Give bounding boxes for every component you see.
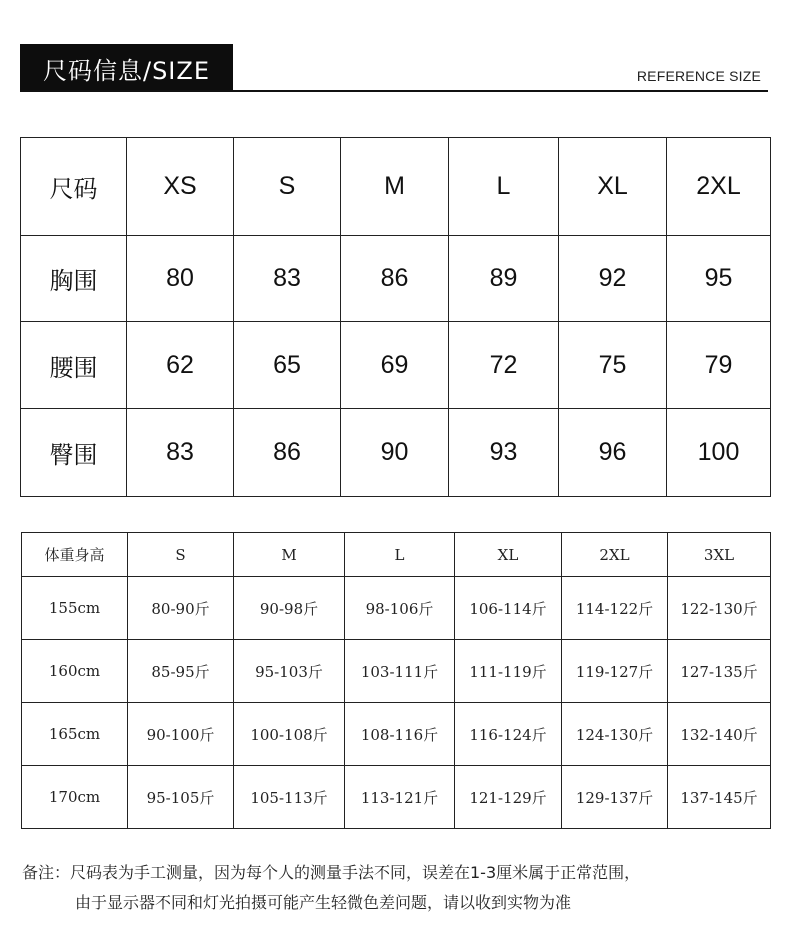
- note-line-2: 由于显示器不同和灯光拍摄可能产生轻微色差问题，请以收到实物为准: [75, 893, 572, 912]
- table-cell: 105-113斤: [234, 766, 345, 829]
- table-cell: 90: [341, 409, 449, 497]
- table-row: [22, 766, 771, 829]
- table-cell: 69: [341, 322, 449, 409]
- weight-header-cell: M: [234, 533, 345, 577]
- table-cell: 96: [559, 409, 667, 497]
- reference-size-label: REFERENCE SIZE: [636, 68, 761, 84]
- table-cell: 95: [667, 236, 771, 322]
- row-label-cell: 170cm: [22, 766, 128, 829]
- table-cell: 98-106斤: [345, 577, 455, 640]
- table-cell: 83: [234, 236, 341, 322]
- weight-height-table: [21, 532, 771, 829]
- table-row: [22, 640, 771, 703]
- table-cell: 86: [341, 236, 449, 322]
- table-cell: 83: [127, 409, 234, 497]
- table-cell: 119-127斤: [562, 640, 668, 703]
- table-cell: 80-90斤: [128, 577, 234, 640]
- table-cell: 79: [667, 322, 771, 409]
- table-cell: 108-116斤: [345, 703, 455, 766]
- table-cell: 122-130斤: [668, 577, 771, 640]
- table-row: [22, 703, 771, 766]
- weight-header-cell: 2XL: [562, 533, 668, 577]
- table-cell: 113-121斤: [345, 766, 455, 829]
- table-cell: 62: [127, 322, 234, 409]
- table-cell: 86: [234, 409, 341, 497]
- table-cell: 85-95斤: [128, 640, 234, 703]
- table-cell: 132-140斤: [668, 703, 771, 766]
- table-cell: 72: [449, 322, 559, 409]
- table-cell: 65: [234, 322, 341, 409]
- table-cell: 90-100斤: [128, 703, 234, 766]
- row-label-cell: 腰围: [21, 322, 127, 409]
- header-divider: [20, 90, 768, 92]
- table-cell: 106-114斤: [455, 577, 562, 640]
- table-cell: 80: [127, 236, 234, 322]
- table-cell: 93: [449, 409, 559, 497]
- table-cell: 137-145斤: [668, 766, 771, 829]
- weight-header-cell: S: [128, 533, 234, 577]
- table-cell: 92: [559, 236, 667, 322]
- table-cell: 89: [449, 236, 559, 322]
- table-cell: 116-124斤: [455, 703, 562, 766]
- table-cell: 103-111斤: [345, 640, 455, 703]
- row-label-cell: 臀围: [21, 409, 127, 497]
- size-header-cell: XS: [127, 138, 234, 236]
- table-cell: 129-137斤: [562, 766, 668, 829]
- size-header-cell: M: [341, 138, 449, 236]
- row-label-cell: 155cm: [22, 577, 128, 640]
- row-label-cell: 165cm: [22, 703, 128, 766]
- table-cell: 114-122斤: [562, 577, 668, 640]
- size-header-cell: S: [234, 138, 341, 236]
- weight-header-cell: 3XL: [668, 533, 771, 577]
- weight-table-header-row: [22, 533, 771, 577]
- table-cell: 100-108斤: [234, 703, 345, 766]
- table-cell: 111-119斤: [455, 640, 562, 703]
- size-header-cell: L: [449, 138, 559, 236]
- row-label-cell: 胸围: [21, 236, 127, 322]
- table-cell: 121-129斤: [455, 766, 562, 829]
- weight-header-cell: L: [345, 533, 455, 577]
- table-cell: 75: [559, 322, 667, 409]
- table-row: [21, 409, 771, 497]
- table-cell: 95-103斤: [234, 640, 345, 703]
- table-cell: 124-130斤: [562, 703, 668, 766]
- table-cell: 100: [667, 409, 771, 497]
- table-cell: 95-105斤: [128, 766, 234, 829]
- size-header-cell: XL: [559, 138, 667, 236]
- weight-header-cell: XL: [455, 533, 562, 577]
- section-title: 尺码信息/SIZE: [20, 44, 233, 92]
- size-measurement-table: [20, 137, 771, 497]
- weight-header-cell: 体重身高: [22, 533, 128, 577]
- row-label-cell: 160cm: [22, 640, 128, 703]
- table-cell: 90-98斤: [234, 577, 345, 640]
- table-row: [21, 322, 771, 409]
- size-header-cell: 尺码: [21, 138, 127, 236]
- size-header-cell: 2XL: [667, 138, 771, 236]
- table-row: [22, 577, 771, 640]
- table-cell: 127-135斤: [668, 640, 771, 703]
- note-line-1: 备注：尺码表为手工测量，因为每个人的测量手法不同，误差在1-3厘米属于正常范围，: [22, 863, 641, 882]
- size-table-header-row: [21, 138, 771, 236]
- table-row: [21, 236, 771, 322]
